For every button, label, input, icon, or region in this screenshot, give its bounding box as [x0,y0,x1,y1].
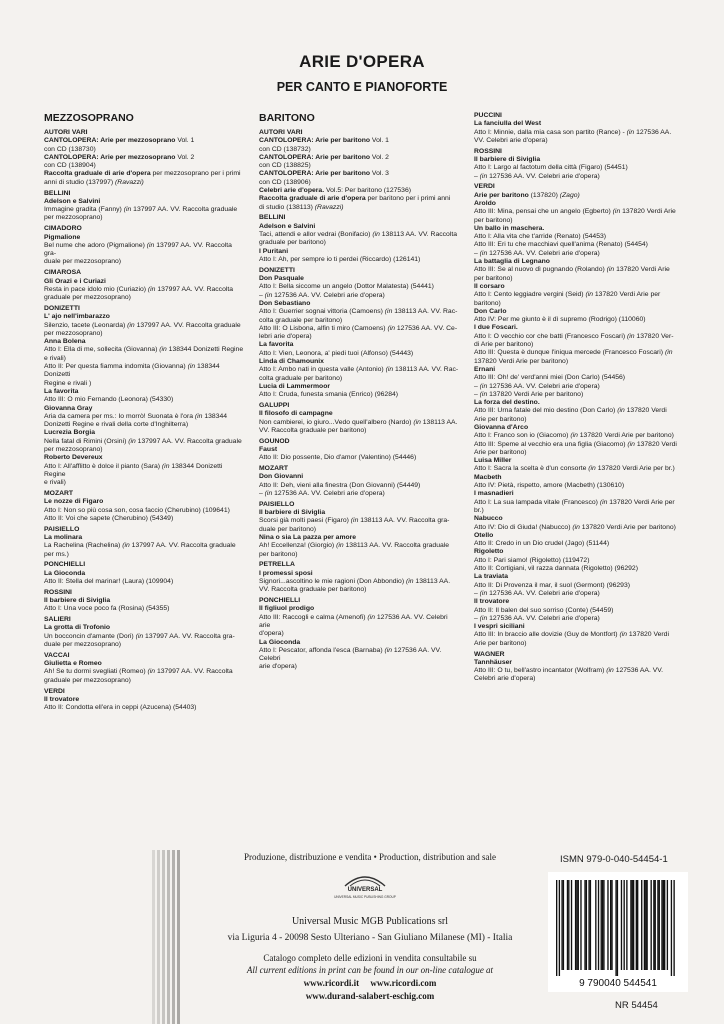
catalogue-entry-line: Atto II: Per questa fiamma indomita (Giovanna) (in 138344 Donizetti [44,363,220,379]
composer-group [44,129,244,187]
logo-subtext: UNIVERSAL MUSIC PUBLISHING GROUP [334,895,396,899]
catalogue-entry-line: Il figliuol prodigo [259,605,315,613]
composer-name: ROSSINI [44,588,72,596]
barcode-bar [624,880,625,970]
catalogue-entry-line: – (in 127536 AA. VV. Celebri arie d'opera) [474,382,600,390]
barcode-bar [673,880,674,976]
catalogue-entry-line: Giovanna Gray [44,404,93,412]
catalogue-entry-line: Atto I: Non so più cosa son, cosa faccio (Cherubino) (109641) [44,506,230,514]
catalogue-entry-line: Nella fatal di Rimini (Orsini) (in 137997 AA. VV. Raccolta graduale [44,437,242,445]
composer-group [44,561,244,586]
catalogue-entry-line: Atto III: Mina, pensai che un angelo (Egberto) (in 137820 Verdi Arie [474,208,676,216]
catalogue-entry-line: Atto I: Guerrier sognai vittoria (Camoens) (in 138113 AA. VV. Rac- [259,308,458,316]
composer-name: PUCCINI [474,112,502,119]
catalogue-entry-line: – (in 127536 AA. VV. Celebri arie d'opera) [474,172,600,180]
catalogue-entry-line: Atto I: All'afflitto è dolce il pianto (Sara) (in 138344 Donizetti Regine [44,462,223,478]
catalogue-entry-line: Atto III: Urna fatale del mio destino (Don Carlo) (in 137820 Verdi [474,407,667,415]
column-baritono [259,112,459,674]
catalogue-entry-line: Don Pasquale [259,275,304,283]
catalogue-number: NR 54454 [615,1000,658,1011]
composer-group [44,490,244,523]
catalogue-entry-line: CANTOLOPERA: Arie per baritono Vol. 3 [259,170,389,178]
page-subtitle: PER CANTO E PIANOFORTE [276,80,448,94]
barcode-bar [646,880,647,970]
composer-name: GOUNOD [259,437,290,445]
catalogue-entry-line: 137820 Verdi Arie per baritono) [474,357,569,365]
catalogue-entry-line: – (in 127536 AA. VV. Celebri arie d'opera) [474,589,600,597]
barcode-bar [615,880,616,976]
barcode-bar [584,880,585,970]
barcode-bar [641,880,642,970]
catalogue-entry-line: Signori...ascoltino le mie ragioni (Don Abbondio) (in 138113 AA. [259,577,451,585]
composer-group [259,129,459,212]
catalogue-entry-line: – (in 127536 AA. VV. Celebri arie d'opera) [474,249,600,257]
catalogue-entry-line: Il filosofo di campagne [259,410,333,418]
catalogue-entry-line: Atto III: Questa è dunque l'iniqua mercede (Francesco Foscari) (in [474,349,673,357]
voice-heading: MEZZOSOPRANO [44,112,134,124]
barcode-bar [632,880,633,970]
catalogue-entry-line: e rivali) [44,354,66,362]
catalogue-entry-line: I masnadieri [474,490,514,498]
composer-group [259,561,459,594]
composer-name: AUTORI VARI [44,129,88,136]
catalogue-entry-line: Atto II: Condotta ell'era in ceppi (Azucena) (54403) [44,704,197,712]
catalogue-entry-line: graduale per mezzosoprano) [44,676,131,684]
catalogue-entry-line: – (in 137820 Verdi Arie per baritono) [474,390,584,398]
catalogue-entry-line: Giovanna d'Arco [474,423,529,431]
catalogue-entry-line: duale per mezzosoprano) [44,641,122,649]
barcode-bar [601,880,602,970]
catalogue-italian: Catalogo completo delle edizioni in vendita consultabile su [263,953,477,963]
composer-group [474,183,682,648]
catalogue-entry-line: arie d'opera) [259,663,297,671]
catalogue-entry-line: Bel nume che adoro (Pigmalione) (in 137997 AA. VV. Raccolta gra- [44,241,232,258]
composer-group [44,269,244,302]
catalogue-entry-line: graduale per baritono) [259,239,326,247]
catalogue-entry-line: Scorsi già molti paesi (Figaro) (in 138113 AA. VV. Raccolta gra- [259,517,450,525]
catalogue-entry-line: Gli Orazi e i Curiazi [44,277,106,285]
catalogue-entry-line: Atto I: Alla vita che t'arride (Renato) (54453) [474,233,607,241]
catalogue-entry-line: Atto IV: Per me giunto è il dì supremo (Rodrigo) (110060) [474,316,646,324]
publisher-address: via Liguria 4 - 20098 Sesto Ulteriano - San Giuliano Milanese (MI) - Italia [227,933,513,943]
svg-text:UNIVERSAL MUSIC PUBLISHING GRO [334,895,396,899]
composer-name: SALIERI [44,616,71,624]
catalogue-entry-line: Atto III: Oh! de' verd'anni miei (Don Carlo) (54456) [474,374,626,382]
composer-group [474,148,682,181]
barcode-bar [651,880,652,970]
page-edge-bars [152,850,184,1024]
catalogue-entry-line: Faust [259,445,278,453]
catalogue-entry-line: per mezzosoprano) [44,329,103,337]
catalogue-entry-line: di studio (138113) (Ravazzi) [259,203,344,211]
catalogue-entry-line: Atto III: Speme al vecchio era una figlia (Giacomo) (in 137820 Verdi [474,440,677,448]
composer-name: MOZART [259,465,289,473]
catalogue-entry-line: Don Giovanni [259,473,304,481]
catalogue-entry-line: Immagine gradita (Fanny) (in 137997 AA. VV. Raccolta graduale [44,206,238,214]
barcode-bar [617,880,618,976]
barcode-bar [630,880,631,970]
barcode-bar [621,880,622,970]
catalogue-entry-line: Atto IV: Pietà, rispetto, amore (Macbeth) (130610) [474,482,625,490]
catalogue-entry-line: Ah! Eccellenza! (Giorgio) (in 138113 AA. VV. Raccolta graduale [259,542,450,550]
barcode-bar [578,880,579,970]
catalogue-entry-line: I vespri siciliani [474,623,525,631]
composer-name: WAGNER [474,650,505,658]
ricordi-it-link[interactable]: www.ricordi.it [303,978,360,988]
catalogue-entry-line: Regine e rivali ) [44,379,92,387]
composer-name: PAISIELLO [44,525,80,533]
composer-name: BELLINI [44,189,71,197]
catalogue-entry-line: La favorita [44,387,79,395]
catalogue-entry-line: Otello [474,531,494,539]
barcode-bar [576,880,577,970]
catalogue-entry-line: Atto I: Vien, Leonora, a' piedi tuoi (Alfonso) (54443) [259,349,414,357]
composer-name: CIMAROSA [44,269,82,277]
catalogue-entry-line: Il trovatore [474,598,510,606]
barcode-bar [661,880,662,970]
catalogue-entry-line: Silenzio, tacete (Leonarda) (in 137997 AA. VV. Raccolta graduale [44,321,241,329]
catalogue-entry-line: anni di studio (137997) (Ravazzi) [44,178,144,186]
composer-name: PONCHIELLI [44,561,86,569]
catalogue-entry-line: CANTOLOPERA: Arie per mezzosoprano Vol. 1 [44,137,195,145]
composer-group [44,652,244,685]
composer-name: PAISIELLO [259,500,295,508]
barcode-bar [556,880,557,976]
composer-group [44,305,244,488]
barcode-bar [598,880,599,970]
barcode-bar [636,880,637,970]
barcode-bar [610,880,611,970]
catalogue-entry-line: – (in 127536 AA. VV. Celebri arie d'opera) [259,489,385,497]
barcode-bar [644,880,645,970]
catalogue-entry-line: – (in 127536 AA. VV. Celebri arie d'opera) [474,614,600,622]
catalogue-entry-line: Atto III: O tu, bell'astro incantator (Wolfram) (in 127536 AA. VV. [474,667,664,675]
barcode [548,872,688,992]
catalogue-entry-line: Celebri arie d'opera) [474,675,536,683]
composer-group [259,267,459,400]
barcode-digits: 9 790040 544541 [579,978,657,989]
composer-name: CIMADORO [44,225,82,233]
barcode-bar [588,880,589,970]
catalogue-entry-line: con CD (138825) [259,162,311,170]
catalogue-entry-line: Atto III: Eri tu che macchiavi quell'anima (Renato) (54454) [474,241,648,249]
catalogue-entry-line: Atto III: Se al nuovo dì pugnando (Rolando) (in 137820 Verdi Arie [474,266,670,274]
barcode-bar [655,880,656,970]
composer-group [259,438,459,463]
catalogue-entry-line: I promessi sposi [259,569,313,577]
catalogue-entry-line: La Rachelina (Rachelina) (in 137997 AA. VV. Raccolta graduale per ms.) [44,542,236,558]
catalogue-entry-line: Raccolta graduale di arie d'opera per mezzosoprano per i primi [44,170,241,178]
composer-name: VERDI [44,687,65,695]
catalogue-entry-line: I Puritani [259,247,289,255]
catalogue-entry-line: Don Sebastiano [259,299,311,307]
catalogue-entry-line: Ah! Se tu dormi svegliati (Romeo) (in 137997 AA. VV. Raccolta [44,668,233,676]
barcode-bar [590,880,591,970]
catalogue-entry-line: Atto I: Sacra la scelta è d'un consorte (in 137820 Verdi Arie per br.) [474,465,675,473]
catalogue-entry-line: Atto III: O mio Fernando (Leonora) (54330) [44,396,174,404]
catalogue-entry-line: lebri arie d'opera) [259,333,312,341]
catalogue-entry-line: VV. Celebri arie d'opera) [474,136,548,144]
catalogue-entry-line: Atto I: Una voce poco fa (Rosina) (54355) [44,605,170,613]
composer-group [44,589,244,614]
catalogue-entry-line: La traviata [474,573,509,581]
catalogue-entry-line: Ernani [474,365,496,373]
barcode-bar [563,880,564,970]
catalogue-entry-line: VV. Raccolta graduale per baritono) [259,426,367,434]
catalogue-entry-line: Un ballo in maschera. [474,224,545,232]
composer-group [44,616,244,649]
column-baritono-continued [474,112,682,686]
catalogue-entry-line: Atto I: Pescator, affonda l'esca (Barnaba) (in 127536 AA. VV. Celebri [259,646,442,663]
barcode-bar [559,880,560,976]
composer-group [259,597,459,672]
catalogue-entry-line: Rigoletto [474,548,504,556]
catalogue-entry-line: duale per baritono) [259,525,317,533]
catalogue-entry-line: con CD (138906) [259,178,311,186]
barcode-bar [571,880,572,970]
catalogue-entry-line: La fanciulla del West [474,120,542,128]
catalogue-entry-line: con CD (138904) [44,162,96,170]
composer-group [44,190,244,223]
ismn-code: ISMN 979-0-040-54454-1 [560,854,668,865]
catalogue-entry-line: Atto II: Voi che sapete (Cherubino) (54349) [44,514,174,522]
barcode-bar [595,880,596,970]
catalogue-entry-line: Linda di Chamounix [259,358,324,366]
catalogue-entry-line: CANTOLOPERA: Arie per baritono Vol. 1 [259,137,389,145]
ricordi-com-link[interactable]: www.ricordi.com [370,978,437,988]
catalogue-entry-line: Pigmalione [44,233,81,241]
catalogue-entry-line: Lucrezia Borgia [44,429,95,437]
catalogue-entry-line: d'opera) [259,630,284,638]
catalogue-entry-line: CANTOLOPERA: Arie per baritono Vol. 2 [259,153,389,161]
catalogue-entry-line: Arie per baritono (137820) (Zago) [474,191,580,199]
catalogue-entry-line: Celebri arie d'opera. Vol.5: Per baritono (127536) [259,187,411,195]
composer-group [44,688,244,713]
catalogue-entry-line: Nina o sia La pazza per amore [259,533,357,541]
catalogue-entry-line: Atto III: O Lisbona, alfin ti miro (Camoens) (in 127536 AA. VV. Ce- [259,324,458,332]
composer-group [259,465,459,498]
catalogue-entry-line: Atto II: Cortigiani, vil razza dannata (Rigoletto) (96292) [474,565,638,573]
catalogue-entry-line: Adelson e Salvini [259,222,316,230]
durand-link[interactable]: www.durand-salabert-eschig.com [305,991,435,1001]
composer-name: DONIZETTI [44,304,80,312]
production-line: Produzione, distribuzione e vendita • Production, distribution and sale [243,852,497,862]
catalogue-entry-line: Lucia di Lammermoor [259,382,331,390]
catalogue-entry-line: Atto I: La sua lampada vitale (Francesco) (in 137820 Verdi Arie per br.) [474,498,675,514]
catalogue-entry-line: Atto I: Ah, per sempre io ti perdei (Riccardo) (126141) [259,255,421,263]
page-title: ARIE D'OPERA [299,52,425,71]
catalogue-entry-line: Resta in pace idolo mio (Curiazio) (in 137997 AA. VV. Raccolta [44,285,234,293]
catalogue-entry-line: Atto II: Dio possente, Dio d'amor (Valentino) (54446) [259,454,417,462]
catalogue-entry-line: Atto I: O vecchio cor che batti (Francesco Foscari) (in 137820 Ver- [474,332,674,340]
catalogue-entry-line: colta graduale per baritono) [259,316,343,324]
catalogue-entry-line: Arie per baritono) [474,415,527,423]
catalogue-entry-line: per mezzosoprano) [44,445,103,453]
voice-heading: BARITONO [259,112,315,124]
catalogue-entry-line: La Gioconda [44,569,86,577]
catalogue-entry-line: Atto I: Minnie, dalla mia casa son partito (Rance) - (in 127536 AA. [474,128,672,136]
composer-group [259,214,459,264]
composer-group [259,402,459,435]
barcode-bar [653,880,654,970]
catalogue-entry-line: Aria da camera per ms.: Io morrò! Suonata è l'ora (in 138344 [44,412,228,420]
barcode-bar [664,880,665,970]
barcode-bar [637,880,638,970]
column-mezzosoprano [44,112,244,715]
catalogue-entry-line: Tannhäuser [474,658,513,666]
catalogue-entry-line: Atto I: Cruda, funesta smania (Enrico) (96284) [259,391,399,399]
catalogue-entry-line: Il barbiere di Siviglia [259,509,326,517]
catalogue-entry-line: Atto II: Di Provenza il mar, il suol (Germont) (96293) [474,581,631,589]
catalogue-entry-line: Atto I: Bella siccome un angelo (Dottor Malatesta) (54441) [259,283,434,291]
catalogue-entry-line: Don Carlo [474,307,507,315]
catalogue-entry-line: La molinara [44,533,83,541]
composer-name: DONIZETTI [259,266,295,274]
composer-name: AUTORI VARI [259,129,303,136]
barcode-bar [671,880,672,976]
catalogue-entry-line: Luisa Miller [474,457,512,465]
catalogue-entry-line: Atto II: Stella del marinar! (Laura) (109904) [44,577,174,585]
barcode-bar [575,880,576,970]
barcode-bar [667,880,668,970]
composer-name: PETRELLA [259,561,295,569]
catalogue-entry-line: La forza del destino. [474,399,540,407]
composer-name: BELLINI [259,214,286,222]
barcode-bar [586,880,587,970]
catalogue-entry-line: Macbeth [474,473,502,481]
composer-group [474,651,682,684]
barcode-bar [626,880,627,970]
catalogue-entry-line: Roberto Devereux [44,454,103,462]
catalogue-entry-line: per baritono) [259,550,298,558]
catalogue-entry-line: duale per mezzosoprano) [44,258,122,266]
catalogue-entry-line: L' ajo nell'imbarazzo [44,313,110,321]
catalogue-entry-line: Raccolta graduale di arie d'opera per baritono per i primi anni [259,195,451,203]
catalogue-entry-line: La favorita [259,341,294,349]
catalogue-entry-line: La Gioconda [259,638,301,646]
composer-name: PONCHIELLI [259,597,301,605]
catalogue-entry-line: Atto I: Ambo nati in questa valle (Antonio) (in 138113 AA. VV. Rac- [259,366,459,374]
composer-group [44,526,244,559]
catalogue-entry-line: Il barbiere di Siviglia [474,155,541,163]
barcode-bar [659,880,660,970]
barcode-bar [567,880,568,970]
catalogue-entry-line: Atto II: Deh, vieni alla finestra (Don Giovanni) (54449) [259,481,421,489]
catalogue-entry-line: di Arie per baritono) [474,341,534,349]
universal-logo [334,864,396,914]
catalogue-entry-line: Aroldo [474,199,496,207]
catalogue-entry-line: – (in 127536 AA. VV. Celebri arie d'opera) [259,291,385,299]
composer-name: MOZART [44,489,74,497]
composer-name: ROSSINI [474,147,502,155]
logo-text: UNIVERSAL [347,887,383,893]
publisher-name: Universal Music MGB Publications srl [291,916,449,927]
barcode-bar [611,880,612,970]
catalogue-entry-line: VV. Raccolta graduale per baritono) [259,586,367,594]
composer-name: GALUPPI [259,402,290,409]
composer-name: VACCAI [44,651,70,659]
url-row [205,978,535,988]
barcode-bar [607,880,608,970]
catalogue-entry-line: per baritono) [474,216,513,224]
catalogue-entry-line: Arie per baritono) [474,639,527,647]
barcode-bar [580,880,581,970]
catalogue-entry-line: Atto III: Raccogli e calma (Amenofi) (in 127536 AA. VV. Celebri arie [259,613,448,629]
catalogue-entry-line: Donizetti Regine e rivali della corte d'Inghilterra) [44,421,189,429]
barcode-bar [561,880,562,970]
catalogue-entry-line: Atto I: Franco son io (Giacomo) (in 137820 Verdi Arie per baritono) [474,432,674,440]
catalogue-entry-line: La grotta di Trofonio [44,624,111,632]
catalogue-entry-line: Atto I: Cento leggiadre vergini (Seid) (in 137820 Verdi Arie per baritono) [474,291,661,307]
catalogue-entry-line: con CD (138730) [44,145,96,153]
catalogue-entry-line: Atto II: Il balen del suo sorriso (Conte) (54459) [474,606,614,614]
catalogue-entry-line: Nabucco [474,515,503,523]
catalogue-entry-line: per baritono) [474,274,513,282]
catalogue-entry-line: La battaglia di Legnano [474,258,550,266]
catalogue-entry-line: Atto IV: Dio di Giuda! (Nabucco) (in 137820 Verdi Arie per baritono) [474,523,676,531]
catalogue-entry-line: Arie per baritono) [474,448,527,456]
catalogue-entry-line: Atto I: Ella di me, sollecita (Giovanna) (in 138344 Donizetti Regine [44,346,244,354]
composer-group [259,501,459,559]
catalogue-entry-line: Il barbiere di Siviglia [44,597,111,605]
catalogue-entry-line: Atto II: Credo in un Dio crudel (Jago) (51144) [474,540,610,548]
barcode-bar [645,880,646,970]
catalogue-entry-line: Giulietta e Romeo [44,660,102,668]
catalogue-entry-line: Atto I: Largo al factotum della città (Figaro) (54451) [474,164,628,172]
barcode-bar [603,880,604,970]
catalogue-entry-line: graduale per mezzosoprano) [44,294,131,302]
catalogue-entry-line: colta graduale per baritono) [259,374,343,382]
catalogue-entry-line: Il trovatore [44,695,80,703]
barcode-bar [633,880,634,970]
catalogue-entry-line: e rivali) [44,479,66,487]
composer-group [44,225,244,266]
catalogue-entry-line: Atto III: In braccio alle dovizie (Guy de Montfort) (in 137820 Verdi [474,631,669,639]
composer-group [474,112,682,145]
barcode-bar [568,880,569,970]
catalogue-entry-line: per mezzosoprano) [44,214,103,222]
catalogue-entry-line: I due Foscari. [474,324,518,332]
catalogue-entry-line: Le nozze di Figaro [44,498,104,506]
catalogue-entry-line: Non cambierei, io giuro...Vedo quell'albero (Nardo) (in 138113 AA. [259,418,458,426]
composer-name: VERDI [474,183,495,191]
catalogue-entry-line: con CD (138732) [259,145,311,153]
catalogue-entry-line: Taci, attendi e allor vedrai (Bonifacio) (in 138113 AA. VV. Raccolta [259,231,457,239]
catalogue-entry-line: Adelson e Salvini [44,197,101,205]
catalogue-entry-line: Un bocconcin d'amante (Dori) (in 137997 AA. VV. Raccolta gra- [44,632,235,640]
catalogue-entry-line: Atto I: Pari siamo! (Rigoletto) (119472) [474,556,590,564]
catalogue-entry-line: Il corsaro [474,282,505,290]
barcode-bar [657,880,658,970]
catalogue-entry-line: Anna Bolena [44,338,86,346]
catalogue-entry-line: CANTOLOPERA: Arie per mezzosoprano Vol. 2 [44,153,195,161]
barcode-bar [602,880,603,970]
catalogue-english: All current editions in print can be found in our on-line catalogue at [246,965,494,975]
barcode-bar [663,880,664,970]
